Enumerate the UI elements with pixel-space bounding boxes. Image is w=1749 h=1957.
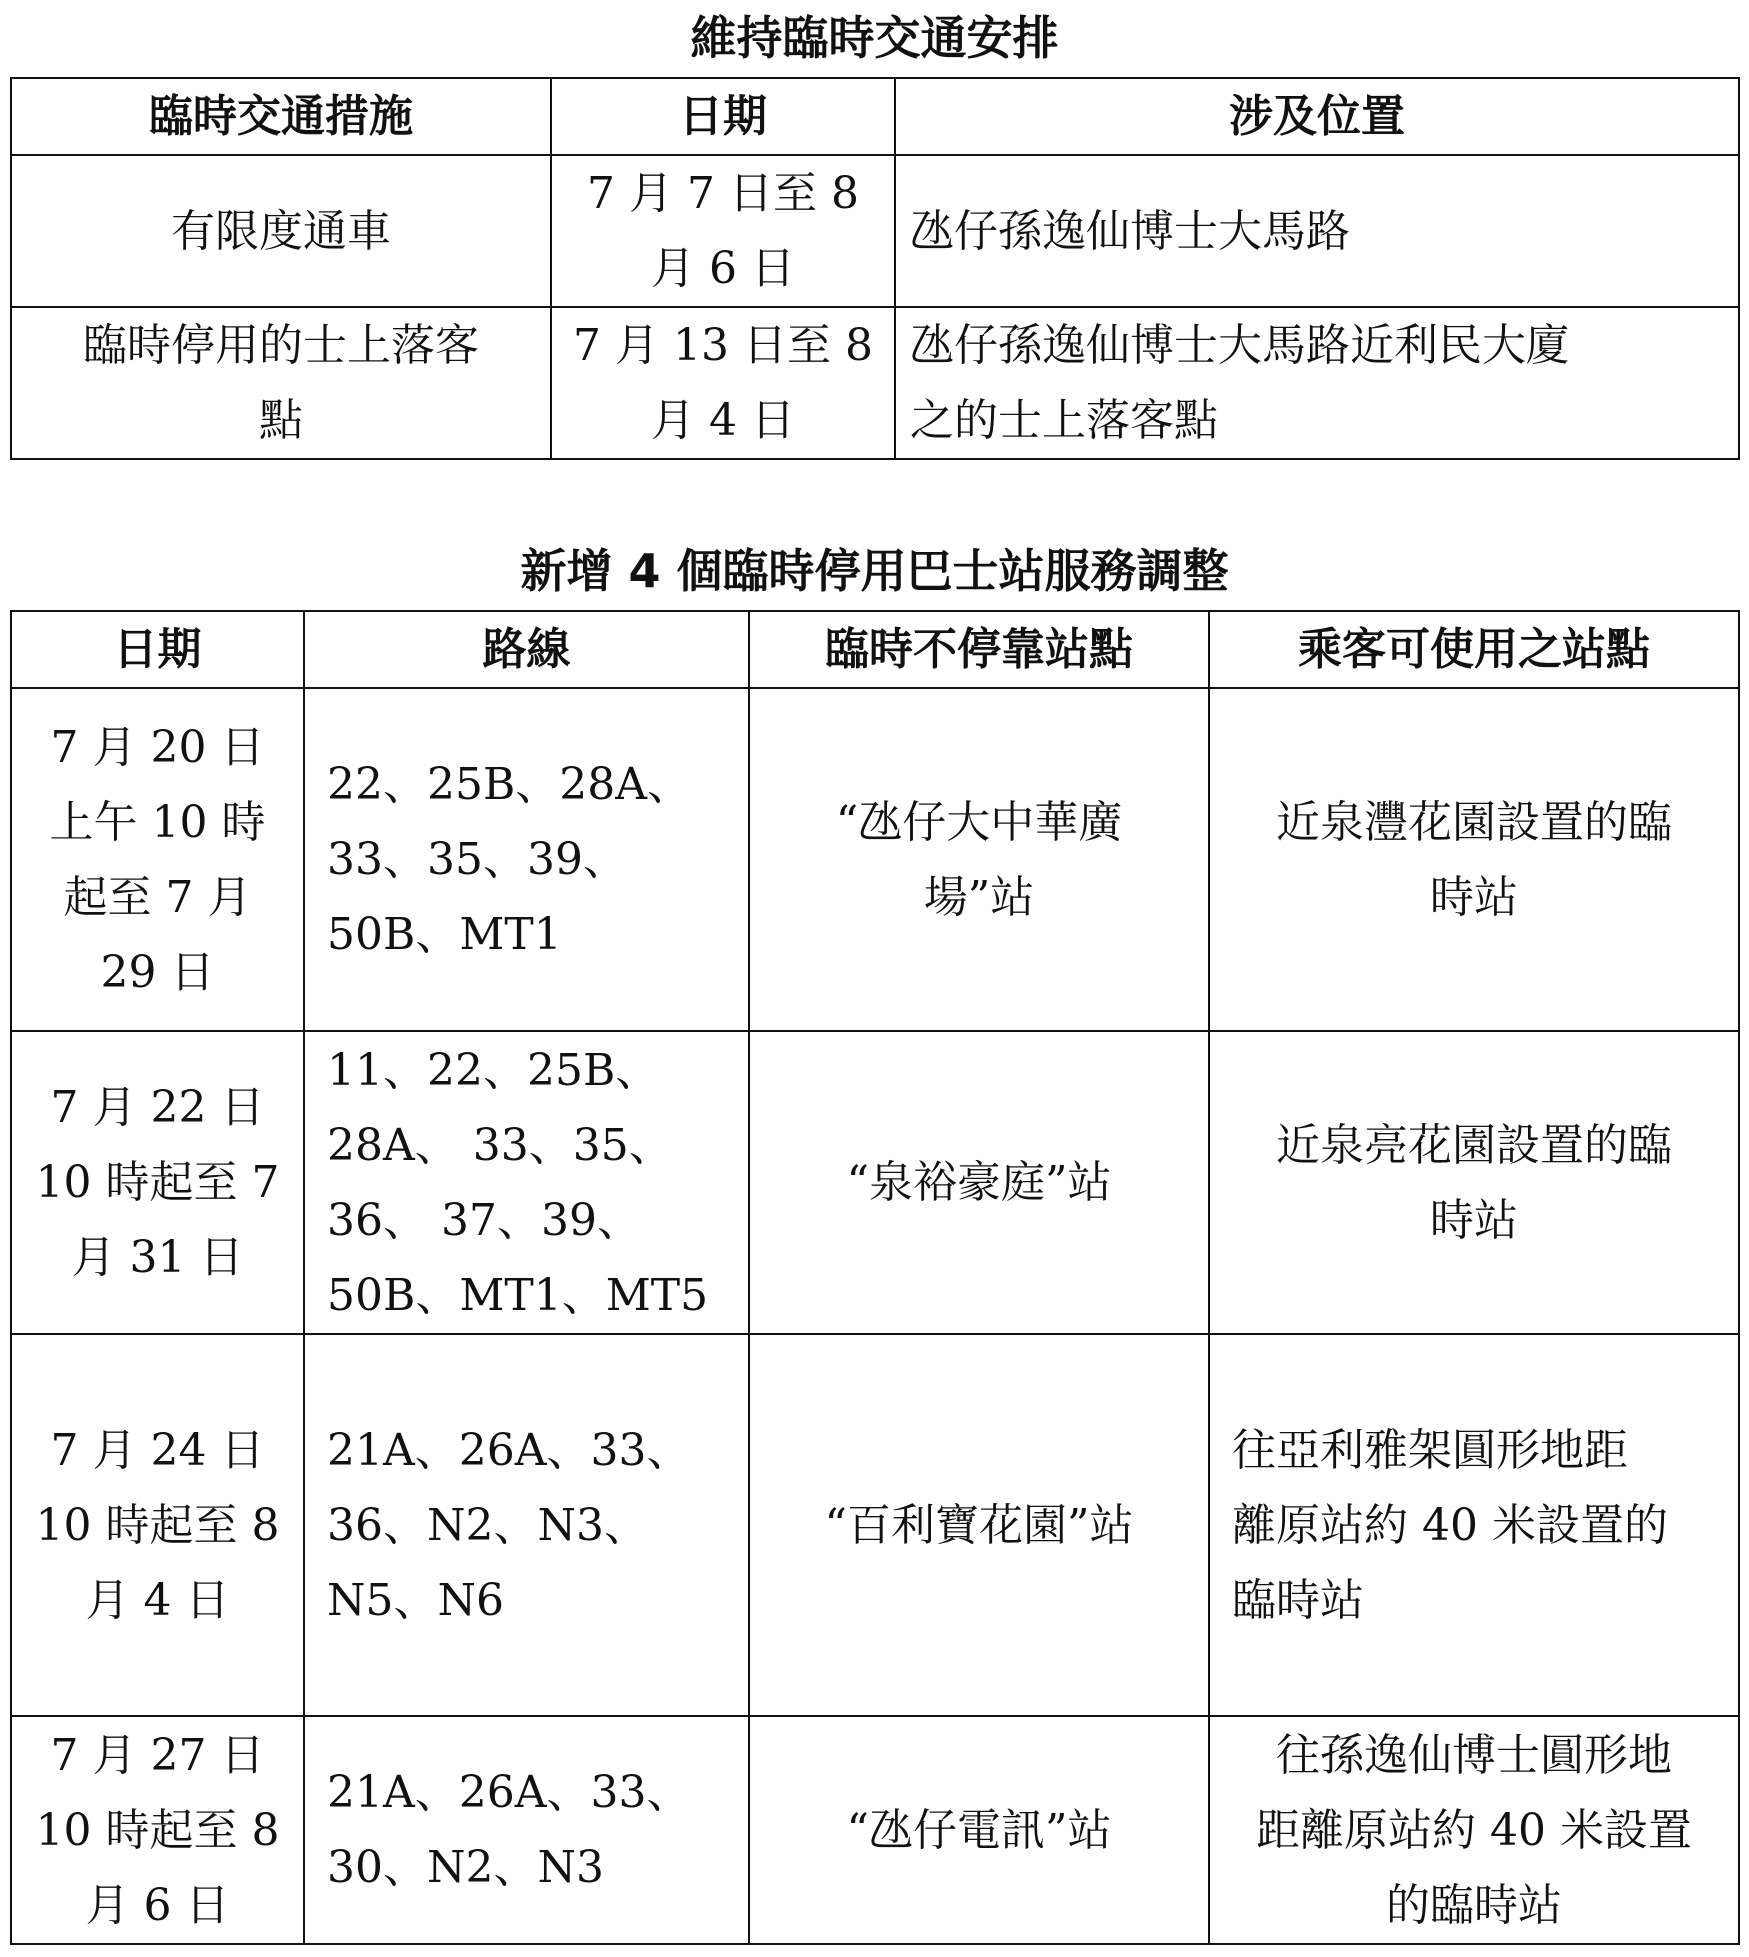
table-header-row <box>11 78 1739 155</box>
bus-stop-adjustments-table <box>10 610 1740 1945</box>
cell-measure: 臨時停用的士上落客 點 <box>11 307 551 459</box>
cell-routes: 11、22、25B、 28A、 33、35、 36、 37、39、 50B、MT1、MT5 <box>304 1031 749 1334</box>
cell-routes: 21A、26A、33、 30、N2、N3 <box>304 1716 749 1944</box>
cell-alternative-stop: 往亞利雅架圓形地距 離原站約 40 米設置的 臨時站 <box>1209 1334 1739 1716</box>
table2-title: 新增 4 個臨時停用巴士站服務調整 <box>520 544 1229 598</box>
header-date: 日期 <box>551 78 895 155</box>
header-location: 涉及位置 <box>895 78 1739 155</box>
cell-alternative-stop: 近泉亮花園設置的臨 時站 <box>1209 1031 1739 1334</box>
table-row <box>11 1716 1739 1944</box>
cell-date: 7 月 13 日至 8 月 4 日 <box>551 307 895 459</box>
table1-title: 維持臨時交通安排 <box>690 11 1059 65</box>
table-row <box>11 1031 1739 1334</box>
cell-date: 7 月 22 日 10 時起至 7 月 31 日 <box>11 1031 304 1334</box>
cell-date: 7 月 20 日 上午 10 時 起至 7 月 29 日 <box>11 688 304 1031</box>
cell-date: 7 月 24 日 10 時起至 8 月 4 日 <box>11 1334 304 1716</box>
cell-measure: 有限度通車 <box>11 155 551 307</box>
cell-location: 氹仔孫逸仙博士大馬路近利民大廈 之的士上落客點 <box>895 307 1739 459</box>
header-measure: 臨時交通措施 <box>11 78 551 155</box>
cell-date: 7 月 27 日 10 時起至 8 月 6 日 <box>11 1716 304 1944</box>
cell-routes: 21A、26A、33、 36、N2、N3、 N5、N6 <box>304 1334 749 1716</box>
table-row <box>11 307 1739 459</box>
header-alternative-stop: 乘客可使用之站點 <box>1209 611 1739 688</box>
table-row <box>11 1334 1739 1716</box>
table-header-row <box>11 611 1739 688</box>
cell-suspended-stop: “氹仔大中華廣 場”站 <box>749 688 1209 1031</box>
traffic-arrangements-table <box>10 77 1740 460</box>
header-date: 日期 <box>11 611 304 688</box>
cell-routes: 22、25B、28A、 33、35、39、 50B、MT1 <box>304 688 749 1031</box>
table-row <box>11 688 1739 1031</box>
table-row <box>11 155 1739 307</box>
cell-suspended-stop: “百利寶花園”站 <box>749 1334 1209 1716</box>
cell-alternative-stop: 近泉灃花園設置的臨 時站 <box>1209 688 1739 1031</box>
cell-suspended-stop: “泉裕豪庭”站 <box>749 1031 1209 1334</box>
cell-location: 氹仔孫逸仙博士大馬路 <box>895 155 1739 307</box>
cell-alternative-stop: 往孫逸仙博士圓形地 距離原站約 40 米設置 的臨時站 <box>1209 1716 1739 1944</box>
header-routes: 路線 <box>304 611 749 688</box>
cell-suspended-stop: “氹仔電訊”站 <box>749 1716 1209 1944</box>
header-suspended-stop: 臨時不停靠站點 <box>749 611 1209 688</box>
cell-date: 7 月 7 日至 8 月 6 日 <box>551 155 895 307</box>
